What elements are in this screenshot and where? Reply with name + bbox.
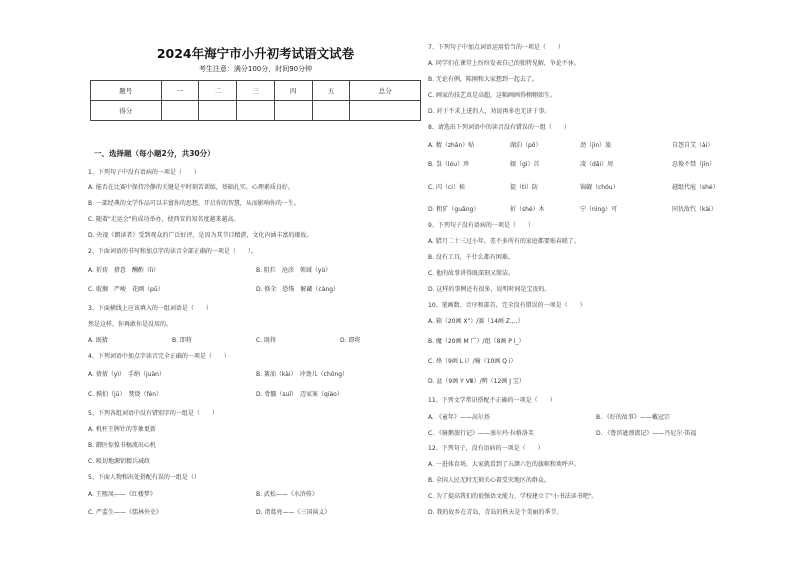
question-line: D. 盆（9画 Y Ⅷ）/辨（12画 J 宝） <box>428 378 525 385</box>
question-line: 8、请选出下列词语中的读音没有错误的一组（ ） <box>428 124 570 131</box>
score-cell: 三 <box>237 81 275 101</box>
question-line: 提（ti）防 <box>510 184 539 191</box>
question-line: C. 随着"走运会"的成功举办，使西安的知名度越来越高。 <box>88 216 240 223</box>
score-input-cell[interactable] <box>199 101 237 121</box>
question-line: 4、下列词语中加点字读音完全正确的一项是（ ） <box>88 353 230 360</box>
question-line: A. 《童年》——高尔基 <box>428 414 490 421</box>
question-line: A. 既猜 <box>88 337 108 344</box>
question-line: B. 篝油（kài） 冲劲儿（chōng） <box>256 371 349 378</box>
score-cell: 四 <box>274 81 312 101</box>
question-line: 越组代庖（shé） <box>672 184 719 191</box>
question-line: 辍（gì）首 <box>510 161 540 168</box>
question-line: A. 腊月二十三过小年，差不多所有的家庭都要贴春联了。 <box>428 238 580 245</box>
question-line: A. 箱（20画 X"）/赛（14画 Z.,..） <box>428 318 524 325</box>
score-input-cell[interactable] <box>237 101 275 121</box>
question-line: A. 王熙凤——《红楼梦》 <box>88 491 156 498</box>
question-line: 劲（jìn）旅 <box>580 142 612 149</box>
question-line: B. 阻拦 沧涂 领域（yù） <box>256 267 332 274</box>
score-cell: 二 <box>199 81 237 101</box>
question-line: C. 《骑鹅旅行记》——塞尔玛·拉格洛芙 <box>428 430 534 437</box>
question-line: C. 严监生——《儒林外史》 <box>88 509 163 516</box>
question-line: D. 倏全 恐怖 解藏（càng） <box>256 286 340 293</box>
question-line: 凌（dǎi）周 <box>580 161 614 168</box>
score-cell: 总分 <box>350 81 421 101</box>
question-line: 自怨自艾（ài） <box>672 142 714 149</box>
question-line: B. 武松——《水浒传》 <box>256 491 318 498</box>
question-line: 3、下面横线上应该填入的一组词语是（ ） <box>88 305 212 312</box>
question-line: A. 精（zhān）贴 <box>428 142 475 149</box>
question-line: 同仇敌忾（kài） <box>672 206 717 213</box>
question-line: C. 耽搁 严峻 花圃（pǔ） <box>88 286 164 293</box>
question-line: 12、下列句子，没有语病的一项是（ ） <box>428 445 544 452</box>
question-line: B. 御医惊惶书稿流出心机 <box>88 442 156 449</box>
question-line: B. 袅（lóu）珍 <box>428 161 470 168</box>
question-line: D. 诸葛亮——《三国演义》 <box>256 509 331 516</box>
question-line: 9、下列句子没有语病的一项是（ ） <box>428 222 534 229</box>
score-cell: 得分 <box>91 101 162 121</box>
question-line: A. 祈祷 措意 酬酢（lì） <box>88 267 160 274</box>
score-input-cell[interactable] <box>274 101 312 121</box>
question-line: B. 一部经典的文学作品可以丰富你的思想，开启你的智慧，从而影响你的一生。 <box>88 200 300 207</box>
question-line: 10、笔画数、音序和部首，完全没有错误的一项是（ ） <box>428 302 586 309</box>
score-cell: 题号 <box>91 81 162 101</box>
question-line: D. 《鲁滨逊漂流记》——丹尼尔·笛福 <box>596 430 697 437</box>
score-table-header-row <box>91 81 421 101</box>
question-line: A. 机杆王牌针的等象更新 <box>88 426 156 433</box>
question-line: C. 为了提高我们的很强语文能力，学校建立了"小书法读书吧"。 <box>428 493 598 500</box>
score-input-cell[interactable] <box>350 101 421 121</box>
question-line: D. 对于不求上进的人，劝说再多也无济于事。 <box>428 108 551 115</box>
question-line: 11、下列文学常识搭配不正确的一项是（ ） <box>428 397 556 404</box>
score-input-cell[interactable] <box>161 101 199 121</box>
score-cell: 一 <box>161 81 199 101</box>
score-table-score-row <box>91 101 421 121</box>
question-line: D. 央视《朗读者》受到观众的广泛好评，是因为其节目精湛，文化内涵丰富的缘故。 <box>88 232 313 239</box>
question-line: A. 倩倩（yì） 手绢（juàn） <box>88 371 165 378</box>
question-line: 湖泊（pō） <box>510 142 542 149</box>
question-line: 7、下列句子中加点词语运用恰当的一项是（ ） <box>428 44 564 51</box>
question-line: B. 《好的故事》——戴冠宗 <box>596 414 670 421</box>
question-line: B. 全国人民无时无刻关心着受灾地区的群众。 <box>428 477 550 484</box>
question-line: D. 这样的事例还有很多，说明时间是宝贵的。 <box>428 286 551 293</box>
question-line: C. 既将 <box>256 337 277 344</box>
question-line: C. 烽（9画 L i）/喻（10画 Q i） <box>428 358 517 365</box>
question-line: C. 摸拍（jū） 焚烧（fén） <box>88 391 163 398</box>
question-line: 5、下面人物和出处搭配有误的一组是（） <box>88 474 200 481</box>
question-line: B. 无论有例，陈刚和大家想到一起去了。 <box>428 76 538 83</box>
question-line: 锦觑（chóu） <box>580 184 619 191</box>
question-line: C. 闪（ci）候 <box>428 184 465 191</box>
score-table <box>90 80 421 121</box>
question-line: D. 粗犷（guǎng） <box>428 206 480 213</box>
question-line: D. 即将 <box>340 337 361 344</box>
exam-notice: 考生注意：满分100分，时间90分钟 <box>198 65 313 73</box>
section-heading: 一、选择题（每小题2分，共30分） <box>94 149 215 158</box>
question-line: 忍俊不禁（jīn） <box>672 161 716 168</box>
question-line: 折（shé）木 <box>510 206 545 213</box>
question-line: C. 吸切地源铝精兵减政 <box>88 458 151 465</box>
question-line: 5、下列各组词语中没有错别字的一组是（ ） <box>88 410 218 417</box>
question-line: A. 一进体育场，大家就看到了五颜六色的旗帜和欢呼声。 <box>428 461 580 468</box>
question-line: D. 骨髓（suǐ） 迈家案（qiào） <box>256 391 343 398</box>
question-line: 然是这样，你再敢你是没用的。 <box>88 321 173 328</box>
question-line: D. 我的故乡在青岛，青岛的秋天是个美丽的季节。 <box>428 509 563 516</box>
question-line: A. 能否在比赛中保持冷静的关键是平时刻苦训练，基础扎实，心理素质良好。 <box>88 184 294 191</box>
score-cell: 五 <box>312 81 350 101</box>
question-line: C. 画家的技艺真是高超，这幅画画得栩栩如生。 <box>428 92 557 99</box>
question-line: 1、下列句子中没有语病的一项是（ ） <box>88 169 200 176</box>
question-line: C. 他的故事讲得既深刻又简洁。 <box>428 270 515 277</box>
exam-title: 2024年海宁市小升初考试语文试卷 <box>156 46 355 61</box>
question-line: 2、下面词语的书写和加点字的读音全部正确的一项是（ ）。 <box>88 248 257 255</box>
score-input-cell[interactable] <box>312 101 350 121</box>
question-line: A. 同学们在课堂上纷纷发表自己的独特见解，争论不休。 <box>428 60 580 67</box>
question-line: B. 即将 <box>172 337 192 344</box>
question-line: B. 没有工具，千什么都有困难。 <box>428 254 514 261</box>
question-line: 宁（nìng）可 <box>580 206 618 213</box>
question-line: B. 魔（20画 M 广）/组（8画 P i_） <box>428 338 525 345</box>
